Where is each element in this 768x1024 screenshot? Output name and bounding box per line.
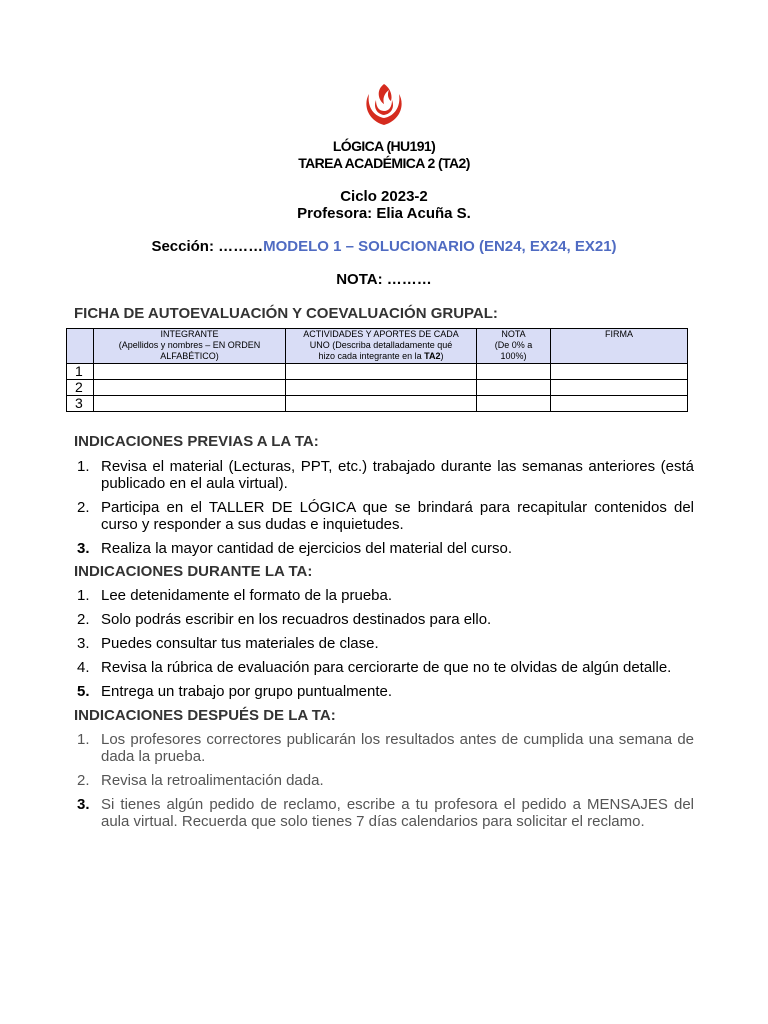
cycle-label: Ciclo 2023-2 xyxy=(340,188,428,205)
firma-cell[interactable] xyxy=(551,396,688,412)
ficha-table xyxy=(66,328,688,412)
header-firma: FIRMA xyxy=(551,329,688,364)
integrante-cell[interactable] xyxy=(94,396,286,412)
row-number: 1 xyxy=(67,364,94,380)
assignment-title: TAREA ACADÉMICA 2 (TA2) xyxy=(298,155,470,171)
table-row xyxy=(67,380,688,396)
table-row xyxy=(67,396,688,412)
list-item: 5. Entrega un trabajo por grupo puntualmente. xyxy=(77,683,393,700)
upc-flame-logo-icon xyxy=(361,82,407,126)
header-nota: NOTA (De 0% a 100%) xyxy=(477,329,551,364)
list-item: 3. Puedes consultar tus materiales de clase. xyxy=(77,635,379,652)
row-number: 3 xyxy=(67,396,94,412)
list-item: 3. Realiza la mayor cantidad de ejercicios del material del curso. xyxy=(77,540,513,557)
nota-cell[interactable] xyxy=(477,364,551,380)
header-actividades: ACTIVIDADES Y APORTES DE CADA UNO (Describa detalladamente qué hizo cada integrante en la TA2) xyxy=(286,329,477,364)
grade-label: NOTA: ……… xyxy=(336,271,432,288)
list-item: 1. Los profesores correctores publicarán los resultados antes de cumplida una semana de dada la prueba. xyxy=(77,731,694,765)
nota-cell[interactable] xyxy=(477,396,551,412)
section-value: MODELO 1 – SOLUCIONARIO (EN24, EX24, EX21) xyxy=(263,238,617,255)
row-number: 2 xyxy=(67,380,94,396)
section-line xyxy=(0,238,768,255)
integrante-cell[interactable] xyxy=(94,380,286,396)
actividades-cell[interactable] xyxy=(286,396,477,412)
list-item: 1. Revisa el material (Lecturas, PPT, etc.) trabajado durante las semanas anteriores (está publicado en el aula virtual). xyxy=(77,458,694,492)
previas-list xyxy=(74,458,694,557)
section-label: Sección: ……… xyxy=(151,238,264,255)
header-integrante: INTEGRANTE (Apellidos y nombres – EN ORDEN ALFABÉTICO) xyxy=(94,329,286,364)
list-item: 3. Si tienes algún pedido de reclamo, escribe a tu profesora el pedido a MENSAJES del aula virtual. Recuerda que solo tienes 7 días calendarios para solicitar el reclamo. xyxy=(77,796,694,830)
despues-title: INDICACIONES DESPUÉS DE LA TA: xyxy=(74,707,336,724)
list-item: 4. Revisa la rúbrica de evaluación para cerciorarte de que no te olvidas de algún detalle. xyxy=(77,659,672,676)
durante-title: INDICACIONES DURANTE LA TA: xyxy=(74,563,313,580)
table-row xyxy=(67,364,688,380)
firma-cell[interactable] xyxy=(551,380,688,396)
list-item: 1. Lee detenidamente el formato de la prueba. xyxy=(77,587,393,604)
integrante-cell[interactable] xyxy=(94,364,286,380)
durante-list xyxy=(74,587,694,700)
list-item: 2. Participa en el TALLER DE LÓGICA que se brindará para recapitular contenidos del curso y responder a sus dudas e inquietudes. xyxy=(77,499,694,533)
previas-title: INDICACIONES PREVIAS A LA TA: xyxy=(74,433,319,450)
course-title: LÓGICA (HU191) xyxy=(332,138,436,154)
list-item: 2. Revisa la retroalimentación dada. xyxy=(77,772,324,789)
ficha-title: FICHA DE AUTOEVALUACIÓN Y COEVALUACIÓN GRUPAL: xyxy=(74,305,498,322)
table-header-row xyxy=(67,329,688,364)
firma-cell[interactable] xyxy=(551,364,688,380)
actividades-cell[interactable] xyxy=(286,380,477,396)
actividades-cell[interactable] xyxy=(286,364,477,380)
list-item: 2. Solo podrás escribir en los recuadros destinados para ello. xyxy=(77,611,492,628)
teacher-label: Profesora: Elia Acuña S. xyxy=(297,205,471,222)
nota-cell[interactable] xyxy=(477,380,551,396)
despues-list xyxy=(74,731,694,830)
header-num-cell xyxy=(67,329,94,364)
